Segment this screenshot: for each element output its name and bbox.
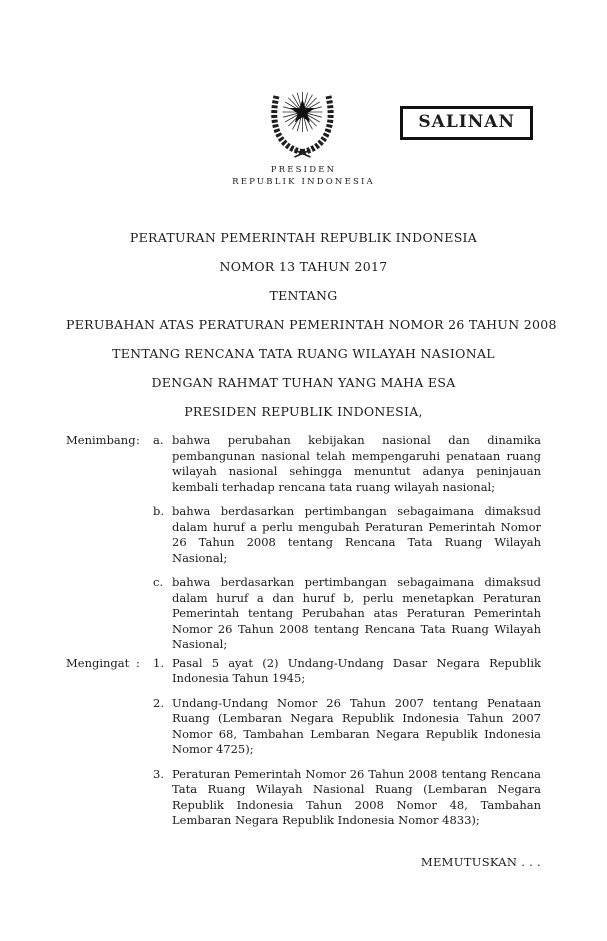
title-block — [66, 230, 557, 419]
item-marker: c. — [153, 575, 164, 589]
menimbang-item-a — [66, 433, 541, 495]
menimbang-section — [66, 433, 541, 653]
president-line: PRESIDEN REPUBLIK INDONESIA, — [184, 404, 423, 419]
letterhead-republik-indonesia: REPUBLIK INDONESIA — [232, 177, 375, 187]
document-body — [66, 230, 557, 870]
item-text: bahwa perubahan kebijakan nasional dan dinamika pembangunan nasional telah mempengaruhi penataan ruang wilayah nasional sehingga menuntut adanya peninjauan kembali terhadap rencana tata ruang wilayah nasional; — [172, 433, 541, 494]
regulation-number: NOMOR 13 TAHUN 2017 — [219, 259, 388, 274]
item-text: Peraturan Pemerintah Nomor 26 Tahun 2008 tentang Rencana Tata Ruang Wilayah Nasional Ruang (Lembaran Negara Republik Indonesia Tahun 2008 Nomor 48, Tambahan Lembaran Negara Republik Indonesia Nomor 4833); — [172, 766, 541, 827]
menimbang-item-c — [66, 575, 541, 653]
mengingat-section — [66, 656, 541, 829]
mengingat-label: Mengingat — [66, 655, 130, 670]
letterhead-presiden: PRESIDEN — [270, 165, 337, 175]
menimbang-separator: : — [136, 433, 140, 447]
menimbang-item-b — [66, 504, 541, 566]
item-marker: 1. — [153, 655, 164, 670]
item-marker: a. — [153, 433, 164, 447]
subject-line-2: TENTANG RENCANA TATA RUANG WILAYAH NASIONAL — [112, 346, 495, 361]
presidential-emblem-icon — [263, 70, 341, 160]
item-text: bahwa berdasarkan pertimbangan sebagaimana dimaksud dalam huruf a perlu mengubah Peraturan Pemerintah Nomor 26 Tahun 2008 tentang Rencana Tata Ruang Wilayah Nasional; — [172, 504, 541, 565]
mengingat-item-2 — [66, 696, 541, 758]
mengingat-item-1 — [66, 656, 541, 687]
regulation-title: PERATURAN PEMERINTAH REPUBLIK INDONESIA — [129, 230, 478, 245]
item-marker: b. — [153, 504, 165, 518]
menimbang-label: Menimbang — [66, 433, 136, 447]
tentang-label: TENTANG — [269, 288, 338, 303]
letterhead — [0, 164, 607, 188]
mengingat-item-3 — [66, 767, 541, 829]
continuation-catchword: MEMUTUSKAN . . . — [420, 854, 541, 869]
item-marker: 2. — [153, 695, 164, 710]
subject-line-1: PERUBAHAN ATAS PERATURAN PEMERINTAH NOMOR 26 TAHUN 2008 — [66, 317, 557, 332]
item-text: bahwa berdasarkan pertimbangan sebagaimana dimaksud dalam huruf a dan huruf b, perlu menetapkan Peraturan Pemerintah tentang Perubahan atas Peraturan Pemerintah Nomor 26 Tahun 2008 tentang Rencana Tata Ruang Wilayah Nasional; — [172, 575, 541, 651]
mengingat-separator: : — [136, 655, 140, 670]
item-text: Undang-Undang Nomor 26 Tahun 2007 tentang Penataan Ruang (Lembaran Negara Republik Indonesia Tahun 2007 Nomor 68, Tambahan Lembaran Negara Republik Indonesia Nomor 4725); — [172, 695, 541, 756]
item-marker: 3. — [153, 766, 164, 781]
item-text: Pasal 5 ayat (2) Undang-Undang Dasar Negara Republik Indonesia Tahun 1945; — [172, 655, 541, 685]
salinan-stamp — [400, 106, 533, 140]
invocation-line: DENGAN RAHMAT TUHAN YANG MAHA ESA — [151, 375, 456, 390]
salinan-label: SALINAN — [418, 112, 515, 132]
